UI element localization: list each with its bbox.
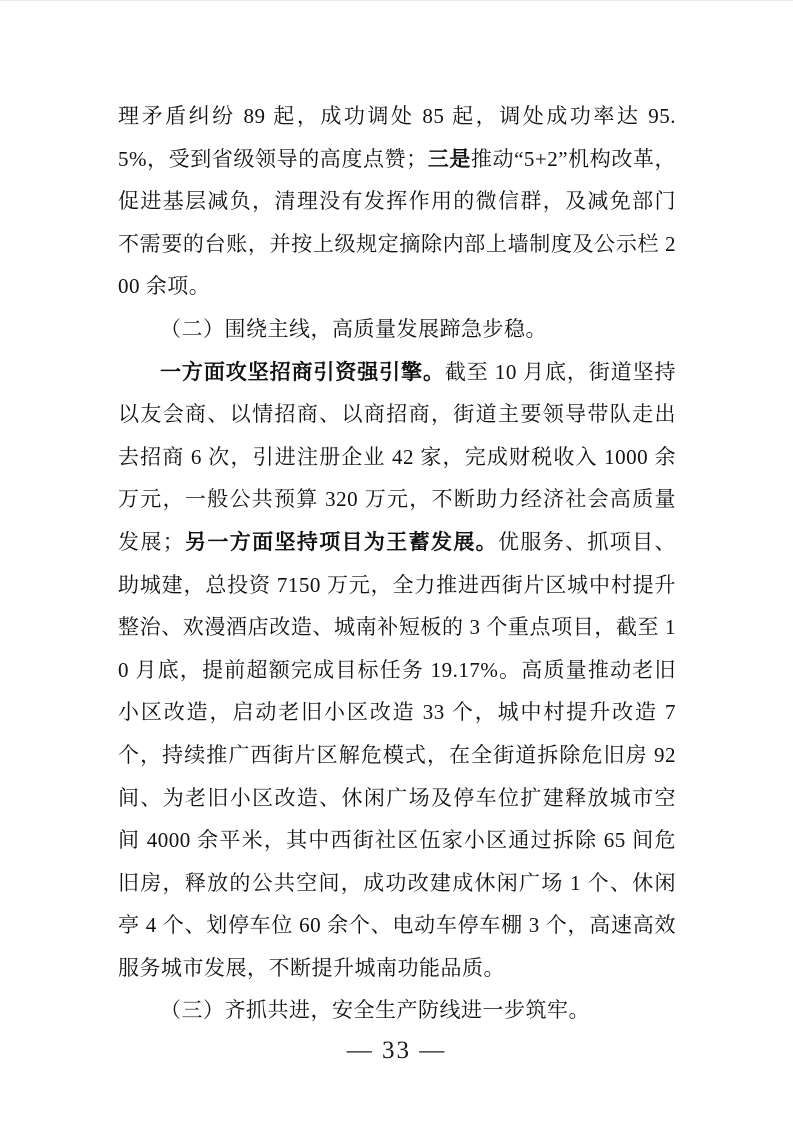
- heading-text: （二）围绕主线，高质量发展蹄急步稳。: [160, 316, 547, 341]
- section-heading-2: [118, 308, 676, 351]
- text-run: 截至 10 月底，街道坚持以友会商、以情招商、以商招商，街道主要领导带队走出去招商 6 次，引进注册企业 42 家，完成财税收入 1000 余万元，一般公共预算 320 万元，不断助力经济社会高质量发展；: [118, 359, 677, 554]
- document-body: [118, 95, 676, 1032]
- page-number: — 33 —: [346, 1037, 447, 1064]
- text-run: 理矛盾纠纷 89 起，成功调处 85 起，调处成功率达 95.5%，受到省级领导的高度点赞；: [118, 104, 676, 171]
- text-run-bold: 三是: [427, 146, 471, 171]
- paragraph-development: [118, 351, 676, 990]
- text-run-bold: 另一方面坚持项目为王蓄发展。: [184, 529, 499, 554]
- text-run: 推动“5+2”机构改革，促进基层减负，清理没有发挥作用的微信群，及减免部门不需要的台账，并按上级规定摘除内部上墙制度及公示栏 200 余项。: [118, 146, 677, 299]
- paragraph-continued: [118, 95, 676, 308]
- section-heading-3: [118, 989, 676, 1032]
- heading-text: （三）齐抓共进，安全生产防线进一步筑牢。: [160, 998, 590, 1023]
- text-run: 优服务、抓项目、助城建，总投资 7150 万元，全力推进西街片区城中村提升整治、欢漫酒店改造、城南补短板的 3 个重点项目，截至 10 月底，提前超额完成目标任务 19.17%。高质量推动老旧小区改造，启动老旧小区改造 33 个，城中村提升改造 7 个，持续推广西街片区解危模式，在全街道拆除危旧房 92 间、为老旧小区改造、休闲广场及停车位扩建释放城市空间 4000 余平米，其中西街社区伍家小区通过拆除 65 间危旧房，释放的公共空间，成功改建成休闲广场 1 个、休闲亭 4 个、划停车位 60 余个、电动车停车棚 3 个，高速高效服务城市发展，不断提升城南功能品质。: [118, 529, 677, 980]
- text-run-bold: 一方面攻坚招商引资强引擎。: [160, 359, 445, 384]
